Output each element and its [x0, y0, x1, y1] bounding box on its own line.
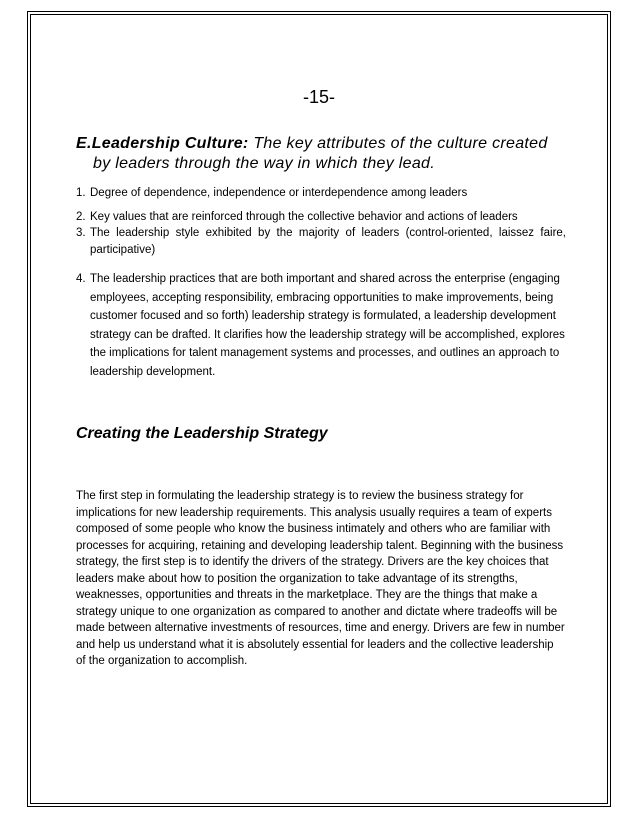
list-item-text: Key values that are reinforced through the collective behavior and actions of leaders: [90, 211, 518, 223]
list-item-number: 1.: [76, 187, 86, 199]
page-number: -15-: [302, 87, 335, 107]
list-item-number: 3.: [76, 227, 86, 239]
section-heading-label: E.Leadership Culture:: [76, 135, 249, 152]
section-heading: [76, 134, 566, 174]
section-heading-first-line: [76, 134, 566, 154]
list-item-1: [76, 185, 566, 202]
body-paragraph: The first step in formulating the leadership strategy is to review the business strategy for implications for new leadership requirements. This analysis usually requires a team of experts composed of some people who know the business intimately and others who are familiar with processes for acquiring, retaining and developing leadership talent. Beginning with the business strategy, the first step is to identify the drivers of the strategy. Drivers are the key choices that leaders make about how to position the organization to take advantage of its strengths, weaknesses, opportunities and threats in the marketplace. They are the things that make a strategy unique to one organization as compared to another and dictate where tradeoffs will be made between alternative investments of resources, time and energy. Drivers are few in number and help us understand what it is absolutely essential for leaders and the collective leadership of the organization to accomplish.: [76, 490, 565, 667]
sub-heading: Creating the Leadership Strategy: [76, 425, 328, 442]
list-item-number: 2.: [76, 211, 86, 223]
page-border-inner: [30, 14, 608, 804]
section-heading-text: The key attributes of the culture created: [253, 135, 548, 152]
list-item-4: [76, 270, 566, 381]
list-item-text: Degree of dependence, independence or interdependence among leaders: [90, 187, 468, 199]
section-heading-continuation: by leaders through the way in which they lead.: [93, 155, 435, 172]
list-item-text: The leadership practices that are both important and shared across the enterprise (engaging employees, accepting responsibility, embracing opportunities to make improvements, being customer focused and so forth) leadership strategy is formulated, a leadership development strategy can be drafted. It clarifies how the leadership strategy will be accomplished, explores the implications for talent management systems and processes, and outlines an approach to leadership development.: [90, 273, 565, 378]
list-item-number: 4.: [76, 273, 86, 285]
list-item-2: [76, 209, 566, 226]
list-item-3: [76, 225, 566, 259]
list-item-text: The leadership style exhibited by the majority of leaders (control-oriented, laissez faire, participative): [90, 227, 566, 256]
